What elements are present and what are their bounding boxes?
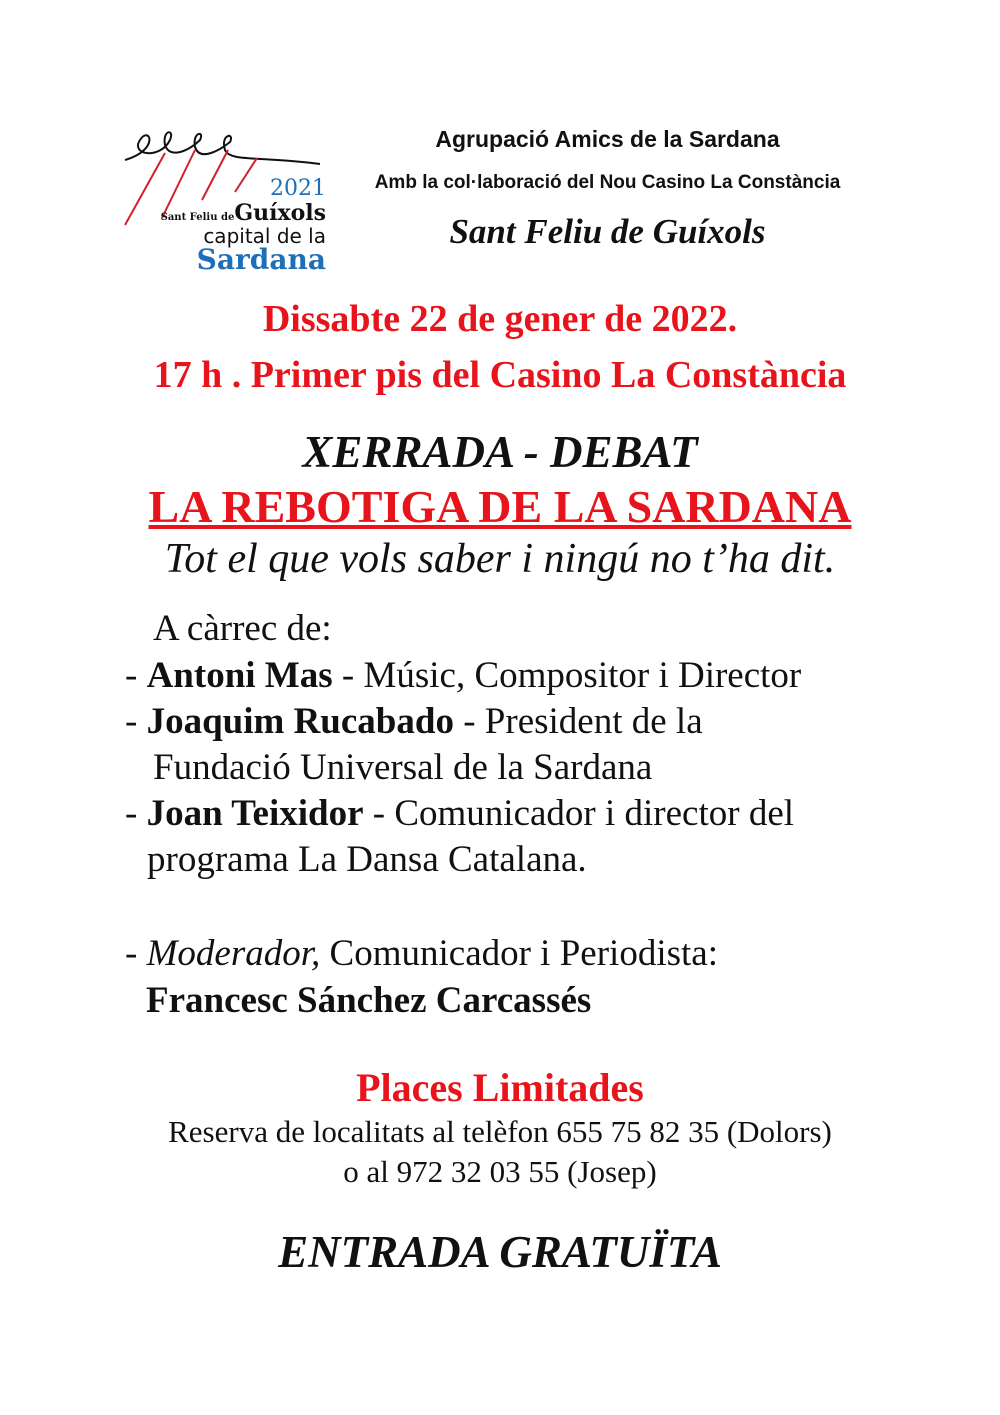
speaker-name: Joaquim Rucabado bbox=[146, 701, 454, 742]
collaboration: Amb la col·laboració del Nou Casino La Constància bbox=[374, 172, 841, 193]
speaker-role: - Comunicador i director del bbox=[363, 793, 795, 834]
event-type: XERRADA - DEBAT bbox=[302, 427, 698, 477]
limited-places: Places Limitades bbox=[356, 1065, 644, 1110]
logo-capital: capital de la bbox=[203, 224, 326, 248]
speaker-2: - Joaquim Rucabado - President de la bbox=[125, 701, 703, 742]
logo-town-small: Sant Feliu de bbox=[160, 212, 235, 223]
event-time-place: 17 h . Primer pis del Casino La Constància bbox=[153, 354, 847, 396]
town: Sant Feliu de Guíxols bbox=[449, 212, 766, 251]
event-subtitle: Tot el que vols saber i ningú no t’ha dit. bbox=[164, 536, 836, 582]
event-date: Dissabte 22 de gener de 2022. bbox=[262, 298, 738, 340]
speaker-2-role-cont: Fundació Universal de la Sardana bbox=[153, 747, 653, 788]
sardana-capital-logo bbox=[120, 120, 340, 280]
speaker-role: - Músic, Compositor i Director bbox=[332, 655, 802, 696]
reservation-line-1: Reserva de localitats al telèfon 655 75 82 35 (Dolors) bbox=[168, 1114, 832, 1149]
moderator-role: Comunicador i Periodista: bbox=[320, 933, 718, 974]
logo-sardana: Sardana bbox=[196, 243, 326, 276]
speaker-name: Joan Teixidor bbox=[146, 793, 364, 834]
logo-year: 2021 bbox=[270, 176, 326, 201]
free-entry: ENTRADA GRATUÏTA bbox=[278, 1227, 722, 1277]
reservation-line-2: o al 972 32 03 55 (Josep) bbox=[343, 1154, 657, 1189]
speaker-3-role-cont: programa La Dansa Catalana. bbox=[147, 839, 587, 880]
speaker-role: - President de la bbox=[453, 701, 703, 742]
moderator-label: Moderador, bbox=[146, 933, 321, 974]
speakers-intro: A càrrec de: bbox=[153, 608, 332, 649]
speaker-1: - Antoni Mas - Músic, Compositor i Director bbox=[125, 655, 802, 696]
moderator-name: Francesc Sánchez Carcassés bbox=[146, 980, 592, 1021]
moderator: - Moderador, Comunicador i Periodista: bbox=[125, 933, 718, 974]
event-title: LA REBOTIGA DE LA SARDANA bbox=[148, 481, 852, 532]
speaker-name: Antoni Mas bbox=[146, 655, 333, 696]
logo-town-big: Guíxols bbox=[234, 200, 326, 226]
organizer: Agrupació Amics de la Sardana bbox=[435, 126, 780, 152]
logo-town bbox=[161, 202, 326, 224]
speaker-3: - Joan Teixidor - Comunicador i director del bbox=[125, 793, 795, 834]
